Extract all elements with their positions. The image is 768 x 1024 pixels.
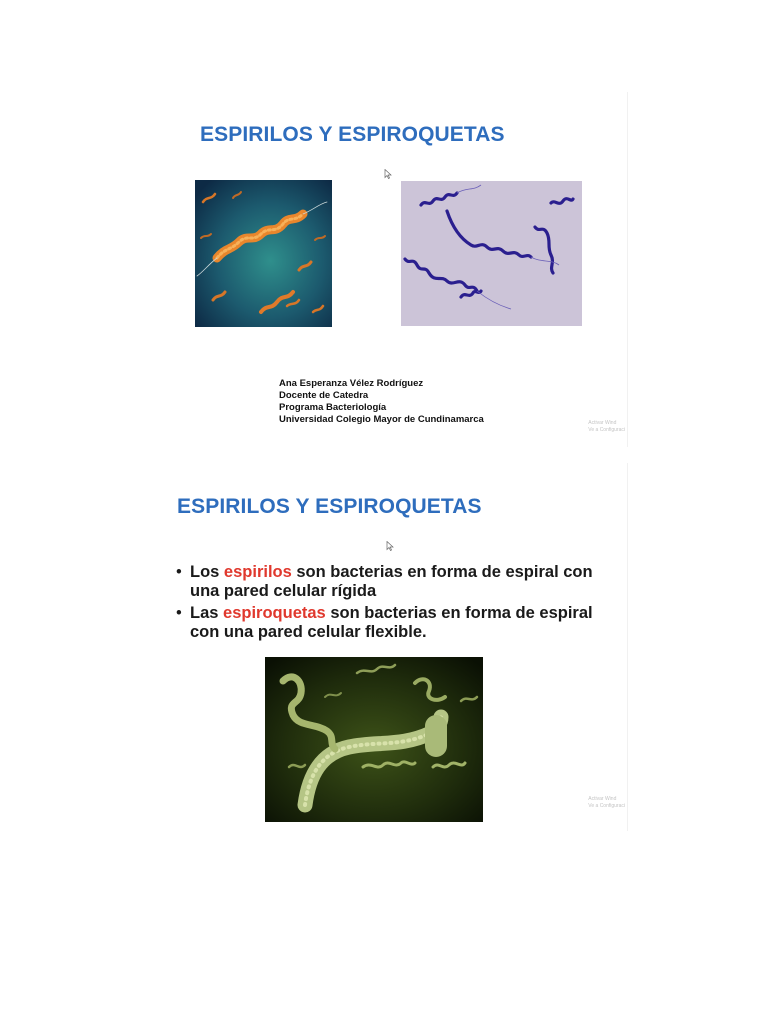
bullet-2-text: son bacterias en forma de espiral con una pared celular flexible. (190, 604, 593, 641)
definition-list (175, 563, 615, 645)
author-credits (279, 378, 484, 426)
mouse-cursor-icon (386, 541, 394, 551)
watermark-line-1: Activar Wind (588, 420, 617, 426)
slide-2 (143, 463, 628, 831)
bullet-1-text: son bacterias en forma de espiral con una pared celular rígida (190, 563, 593, 600)
bullet-2-prefix: Las (190, 604, 224, 622)
author-role: Docente de Catedra (279, 390, 369, 401)
bullet-1-prefix: Los (190, 563, 224, 581)
bullet-espiroquetas (175, 604, 615, 642)
slide-2-title: ESPIRILOS Y ESPIROQUETAS (177, 495, 482, 518)
bullet-espirilos (175, 563, 615, 601)
spirochete-3d-render (265, 657, 483, 822)
spirochete-micrograph (401, 181, 582, 326)
bullet-2-highlight: espiroquetas (223, 604, 326, 622)
activation-watermark (588, 420, 625, 434)
watermark-line-2: Ve a Configuraci (588, 427, 625, 433)
author-program: Programa Bacteriología (279, 402, 387, 413)
watermark-line-2: Ve a Configuraci (588, 803, 625, 809)
author-university: Universidad Colegio Mayor de Cundinamarca (279, 414, 484, 425)
mouse-cursor-icon (384, 169, 392, 179)
bullet-symbol: • (176, 604, 182, 622)
bullet-1-highlight: espirilos (223, 563, 292, 581)
activation-watermark (588, 796, 625, 810)
slide-1-title: ESPIRILOS Y ESPIROQUETAS (200, 123, 505, 146)
slide-1 (143, 92, 628, 447)
author-name: Ana Esperanza Vélez Rodríguez (279, 378, 424, 389)
spirilla-illustration (195, 180, 332, 327)
bullet-symbol: • (176, 563, 182, 581)
watermark-line-1: Activar Wind (588, 796, 617, 802)
